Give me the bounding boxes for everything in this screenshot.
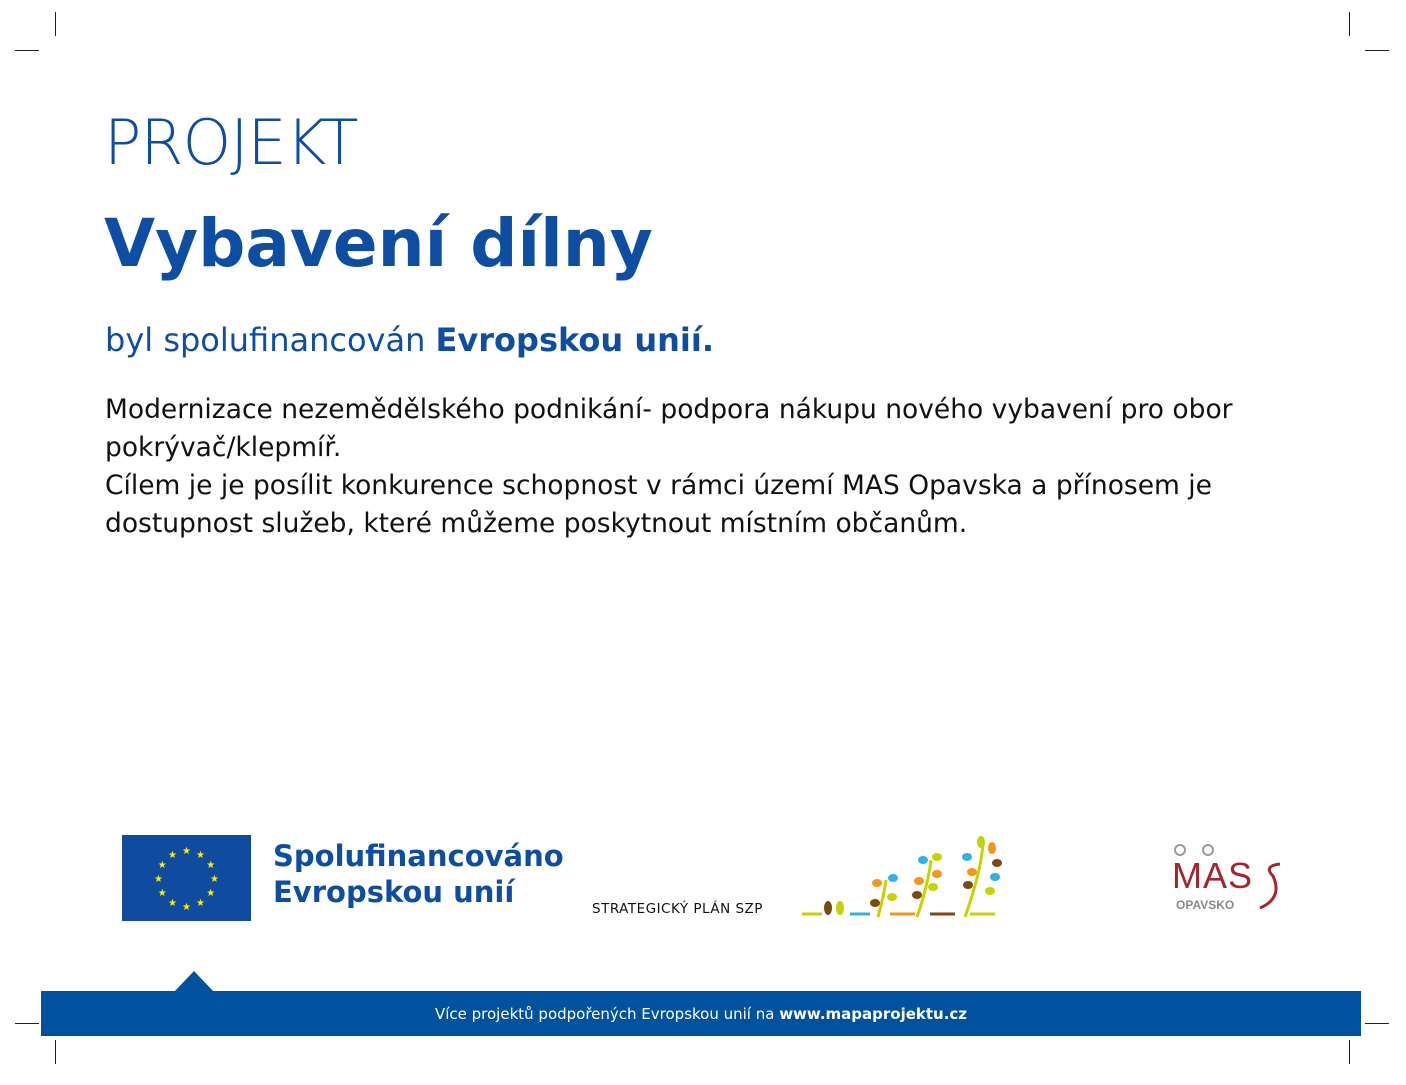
crop-mark — [15, 50, 39, 51]
footer-pointer — [174, 971, 214, 992]
subtitle-emphasis: Evropskou unií. — [435, 321, 714, 359]
crop-mark — [1349, 12, 1350, 36]
crop-mark — [15, 1023, 39, 1024]
szp-plants-logo — [800, 835, 1010, 920]
crop-mark — [55, 1040, 56, 1064]
description-paragraph: Modernizace nezemědělského podnikání- podpora nákupu nového vybavení pro obor pokrývač/klepmíř. — [105, 394, 1233, 463]
mas-opavsko-logo — [1168, 842, 1288, 918]
eu-star-icon: ★ — [154, 874, 163, 885]
project-description — [105, 391, 1255, 543]
subtitle-prefix: byl spolufinancován — [105, 321, 436, 359]
eu-cofinanced-text — [273, 838, 564, 910]
crop-mark — [1365, 50, 1389, 51]
eu-star-icon: ★ — [157, 888, 167, 899]
mas-logo-main: MAS — [1172, 855, 1254, 896]
eu-star-icon: ★ — [206, 888, 216, 899]
eu-text-line: Evropskou unií — [273, 875, 515, 909]
crop-mark — [1365, 1023, 1389, 1024]
eu-flag-icon — [122, 835, 251, 921]
footer-text: Více projektů podpořených Evropskou unií na — [434, 1004, 780, 1023]
footer-link[interactable]: www.mapaprojektu.cz — [779, 1004, 968, 1023]
eu-text-line: Spolufinancováno — [273, 839, 564, 873]
description-paragraph: Cílem je je posílit konkurence schopnost v rámci území MAS Opavska a přínosem je dostupnost služeb, které můžeme poskytnout místním občanům. — [105, 470, 1212, 539]
crop-mark — [1349, 1040, 1350, 1064]
subtitle — [105, 321, 714, 359]
eu-star-icon: ★ — [182, 902, 191, 913]
szp-logo-text: STRATEGICKÝ PLÁN SZP — [592, 901, 763, 917]
eu-star-icon: ★ — [206, 860, 216, 871]
project-title: Vybavení dílny — [104, 205, 653, 282]
eu-star-icon: ★ — [168, 849, 177, 861]
eu-star-icon: ★ — [210, 874, 219, 885]
eu-star-icon: ★ — [196, 849, 205, 861]
mas-logo-sub: OPAVSKO — [1176, 898, 1235, 912]
eu-star-icon: ★ — [168, 898, 177, 910]
eu-star-icon: ★ — [157, 860, 167, 871]
crop-mark — [55, 12, 56, 36]
eu-star-icon: ★ — [196, 898, 205, 910]
eu-star-icon: ★ — [182, 846, 191, 857]
project-label: PROJEKT — [104, 106, 358, 179]
footer-bar — [41, 991, 1361, 1036]
